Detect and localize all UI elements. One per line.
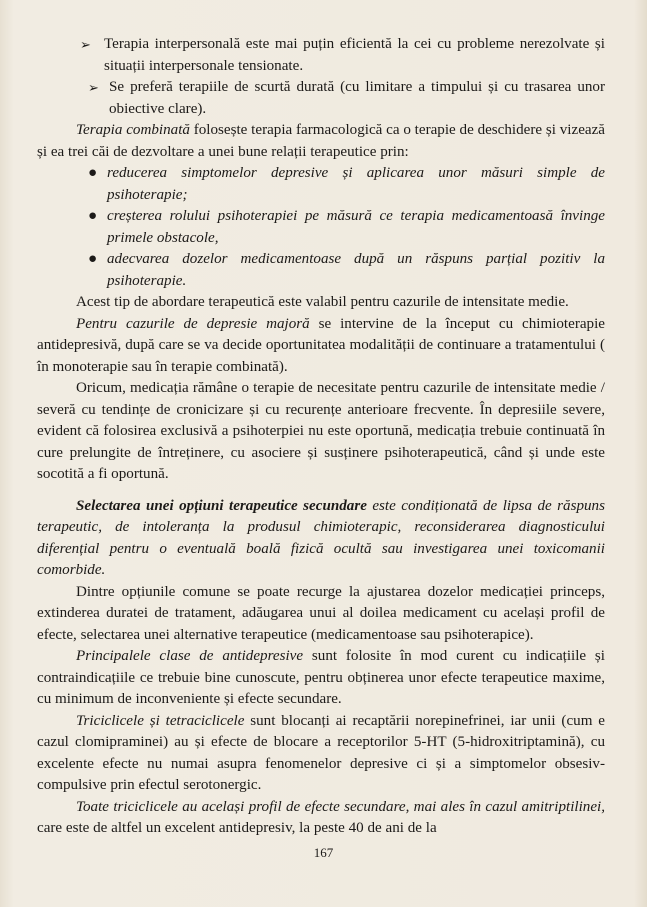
paragraph-text: sunt blocanți ai recaptării norepinefrinei, iar unii (cum e cazul clomipraminei) au și efecte de blocare a receptorilor 5-HT (5-hidroxitriptamină), cu excelente efecte nu numai asupra fenomenelor depresive ci și a simptomelor obsesiv-compulsive prin efectul serotonergic.: [37, 712, 605, 793]
paragraph-text: folosește terapia farmacologică ca o terapie de deschidere și vizează și ea trei căi de dezvoltare a unei bune relații terapeutice prin:: [37, 122, 605, 160]
paragraph-combined-therapy: [37, 120, 605, 163]
bullet-text: reducerea simptomelor depresive și aplicarea unor măsuri simple de psihoterapie;: [107, 165, 605, 203]
bullet-dot-icon: ●: [88, 208, 98, 224]
paragraph-spacer: [37, 486, 605, 496]
body-text: [37, 34, 605, 840]
bullet-item: [37, 249, 605, 292]
paragraph-text: care este de altfel un excelent antidepresiv, la peste 40 de ani de la: [37, 820, 437, 836]
arrow-list-item: [37, 34, 605, 77]
italic-lead: Pentru cazurile de depresie majoră: [76, 315, 310, 332]
paragraph-medium-intensity: Acest tip de abordare terapeutică este valabil pentru cazurile de intensitate medie.: [76, 294, 569, 310]
paragraph-secondary-options: [37, 496, 605, 582]
bullet-text: adecvarea dozelor medicamentoase după un răspuns parțial pozitiv la psihoterapie.: [107, 251, 605, 289]
paragraph-tricyclics: [37, 711, 605, 797]
paragraph-major-depression: [37, 314, 605, 379]
bullet-dot-icon: ●: [88, 251, 98, 267]
italic-lead: Principalele clase de antidepresive: [76, 648, 304, 664]
bullet-dot-icon: ●: [88, 165, 98, 181]
list-item-text: Se preferă terapiile de scurtă durată (cu limitare a timpului și cu trasarea unor obiective clare).: [109, 79, 605, 117]
italic-lead: Terapia combinată: [76, 122, 190, 138]
paragraph-text: sunt folosite în mod curent cu indicațiile și contraindicațiile ce trebuie bine cunoscute, pentru obținerea unor efecte terapeutice maxime, cu minimum de inconveniente și efecte secundare.: [37, 648, 605, 707]
italic-lead: Triciclicele și tetraciclicele: [76, 712, 245, 729]
paragraph-antidepressant-classes: [37, 646, 605, 711]
italic-text: este condiționată de lipsa de răspuns terapeutic, de intoleranța la produsul chimioterapic, reconsiderarea diagnosticului diferențial pentru o eventuală boală fizică ocultă sau investigarea unei toxicomanii comorbide.: [37, 497, 605, 578]
list-item-text: Terapia interpersonală este mai puțin eficientă la cei cu probleme nerezolvate și situații interpersonale tensionate.: [104, 36, 605, 74]
paragraph-text: se intervine de la început cu chimioterapie antidepresivă, după care se va decide oportunitatea modalității de continuare a tratamentului ( în monoterapie sau în terapie combinată).: [37, 315, 605, 375]
paragraph-medication: Oricum, medicația rămâne o terapie de necesitate pentru cazurile de intensitate medie / severă cu tendințe de cronicizare și cu recurențe anterioare frecvente. În depresiile severe, evident că folosirea exclusivă a psihoterpiei nu este oportună, medicația trebuie continuată în cure prelungite de întreținere, cu asociere și susținere psihoterapeutică, când și unde este socotită a fi oportună.: [37, 380, 605, 482]
paragraph-common-options: Dintre opțiunile comune se poate recurge la ajustarea dozelor medicației princeps, extinderea duratei de tratament, adăugarea unui al doilea medicament cu același profil de efecte, selectarea unei alternative terapeutice (medicamentoase sau psihoterapice).: [37, 583, 605, 643]
paragraph-side-effects: [37, 797, 605, 840]
bold-italic-lead: Selectarea unei opțiuni terapeutice secundare: [76, 497, 367, 514]
arrow-bullet-icon: ➢: [88, 80, 99, 95]
bullet-list: [37, 163, 605, 292]
arrow-bullet-icon: ➢: [80, 37, 91, 52]
page-number: 167: [313, 845, 334, 860]
bullet-item: [37, 206, 605, 249]
italic-lead: Toate triciclicele au același profil de efecte secundare, mai ales în cazul amitriptilinei,: [76, 798, 605, 815]
bullet-text: creșterea rolului psihoterapiei pe măsură ce terapia medicamentoasă învinge primele obstacole,: [107, 208, 605, 246]
arrow-list-item: [37, 77, 605, 120]
bullet-item: [37, 163, 605, 206]
